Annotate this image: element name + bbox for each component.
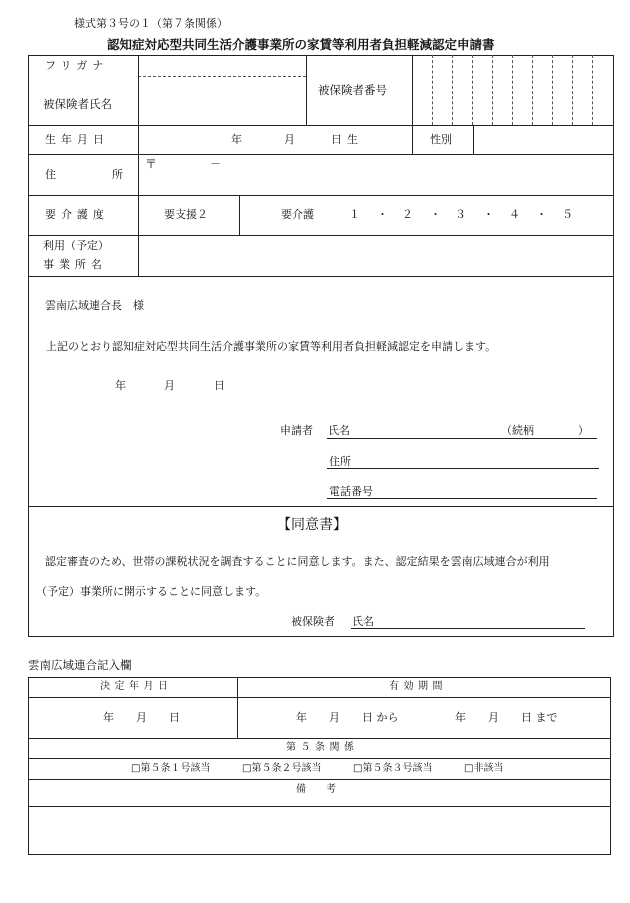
check-article-5-2[interactable]: □第５条２号該当 bbox=[242, 763, 322, 774]
application-date-day: 日 bbox=[214, 379, 225, 392]
postal-dash: － bbox=[210, 157, 221, 170]
birthdate-label: 生年月日 bbox=[45, 133, 109, 146]
check-article-5-1[interactable]: □第５条１号該当 bbox=[131, 763, 211, 774]
applicant-address-label: 住所 bbox=[329, 455, 351, 468]
care-option-sep: ・ bbox=[483, 208, 494, 221]
article-header: 第５条関係 bbox=[286, 742, 359, 753]
application-statement: 上記のとおり認知症対応型共同生活介護事業所の家賃等利用者負担軽減認定を申請します。 bbox=[46, 340, 497, 353]
applicant-label: 申請者 bbox=[280, 424, 313, 437]
care-level-prefix: 要介護 bbox=[281, 208, 314, 221]
applicant-address-line[interactable] bbox=[327, 468, 599, 469]
applicant-relation: （続柄 ） bbox=[501, 424, 589, 437]
furigana-field[interactable] bbox=[140, 56, 305, 75]
applicant-name-label: 氏名 bbox=[328, 424, 350, 437]
office-section-title: 雲南広域連合記入欄 bbox=[28, 658, 132, 672]
decision-date-value[interactable]: 年 月 日 bbox=[103, 711, 180, 724]
postal-mark: 〒 bbox=[145, 157, 158, 171]
insured-name-label: 被保険者氏名 bbox=[43, 97, 112, 111]
birth-day: 日生 bbox=[331, 133, 363, 146]
care-option-2[interactable]: ２ bbox=[402, 208, 413, 221]
care-option-4[interactable]: ４ bbox=[509, 208, 520, 221]
care-option-sep: ・ bbox=[536, 208, 547, 221]
remarks-field[interactable] bbox=[30, 808, 609, 853]
facility-label-2: 事業所名 bbox=[43, 258, 107, 271]
care-level-label: 要介護度 bbox=[45, 208, 109, 221]
care-option-3[interactable]: ３ bbox=[455, 208, 466, 221]
consent-name-line[interactable] bbox=[351, 628, 585, 629]
sex-label: 性別 bbox=[430, 133, 452, 146]
check-not-applicable[interactable]: □非該当 bbox=[464, 763, 504, 774]
form-title: 認知症対応型共同生活介護事業所の家賃等利用者負担軽減認定申請書 bbox=[107, 37, 495, 52]
address-label-2: 所 bbox=[112, 168, 123, 181]
address-label-1: 住 bbox=[45, 168, 56, 181]
facility-label-1: 利用（予定） bbox=[43, 239, 109, 252]
remarks-header: 備 考 bbox=[296, 784, 336, 795]
check-article-5-3[interactable]: □第５条３号該当 bbox=[353, 763, 433, 774]
decision-date-header: 決定年月日 bbox=[100, 681, 173, 692]
furigana-label: フリガナ bbox=[45, 59, 109, 72]
birth-month: 月 bbox=[284, 133, 295, 146]
name-field[interactable] bbox=[140, 78, 305, 124]
consent-line-2: （予定）事業所に開示することに同意します。 bbox=[36, 585, 267, 598]
sex-field[interactable] bbox=[475, 127, 612, 153]
applicant-phone-label: 電話番号 bbox=[329, 485, 373, 498]
consent-name-label: 氏名 bbox=[352, 615, 374, 628]
support-level-option[interactable]: 要支援２ bbox=[164, 208, 208, 221]
birth-year: 年 bbox=[231, 133, 242, 146]
consent-insured-label: 被保険者 bbox=[291, 615, 335, 628]
validity-header: 有効期間 bbox=[389, 681, 447, 692]
insured-number-label: 被保険者番号 bbox=[318, 83, 387, 97]
application-date-month: 月 bbox=[164, 379, 175, 392]
addressee: 雲南広域連合長 様 bbox=[45, 299, 144, 312]
care-option-sep: ・ bbox=[377, 208, 388, 221]
application-date-year: 年 bbox=[115, 379, 126, 392]
care-option-1[interactable]: １ bbox=[349, 208, 360, 221]
care-option-sep: ・ bbox=[430, 208, 441, 221]
consent-heading: 【同意書】 bbox=[277, 517, 347, 533]
form-number: 様式第３号の１（第７条関係） bbox=[74, 17, 228, 30]
validity-from[interactable]: 年 月 日 から bbox=[296, 711, 399, 724]
consent-line-1: 認定審査のため、世帯の課税状況を調査することに同意します。また、認定結果を雲南広域連合が利用 bbox=[45, 555, 550, 568]
applicant-phone-line[interactable] bbox=[327, 498, 597, 499]
applicant-name-line[interactable] bbox=[327, 438, 597, 439]
validity-to[interactable]: 年 月 日 まで bbox=[455, 711, 558, 724]
care-option-5[interactable]: ５ bbox=[562, 208, 573, 221]
facility-name-field[interactable] bbox=[140, 237, 612, 275]
